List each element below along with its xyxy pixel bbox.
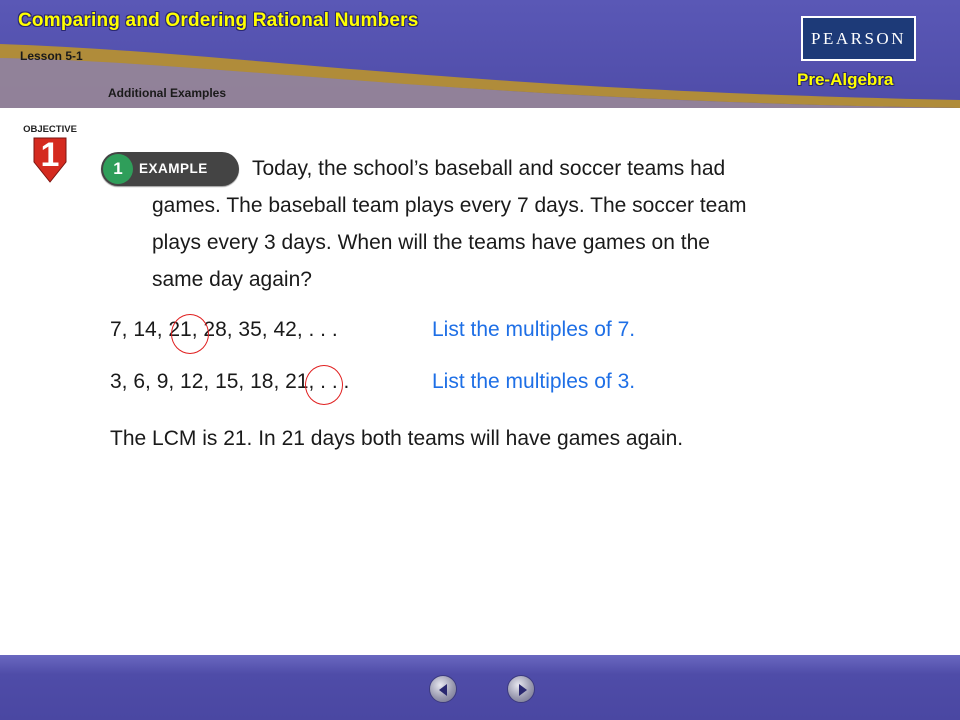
highlight-circle-21-row2 <box>305 365 343 405</box>
footer-band <box>0 655 960 720</box>
lesson-number: Lesson 5-1 <box>20 49 83 63</box>
course-name: Pre-Algebra <box>797 70 894 89</box>
pearson-logo <box>801 16 916 61</box>
section-label: Additional Examples <box>108 86 227 100</box>
multiples-of-7-sequence: 7, 14, 21, 28, 35, 42, . . . <box>110 318 338 341</box>
problem-statement <box>152 150 852 298</box>
multiples-of-7-row <box>110 318 930 348</box>
objective-label: OBJECTIVE <box>23 124 77 135</box>
lesson-title: Comparing and Ordering Rational Numbers <box>18 10 419 31</box>
previous-slide-button[interactable] <box>429 675 457 703</box>
multiples-of-3-note: List the multiples of 3. <box>432 370 636 393</box>
example-label: EXAMPLE <box>139 161 208 176</box>
brand-name: PEARSON <box>811 28 906 48</box>
objective-number: 1 <box>40 136 60 174</box>
multiples-of-3-row <box>110 370 930 400</box>
problem-line-1: Today, the school’s baseball and soccer teams had <box>252 157 726 180</box>
highlight-circle-21-row1 <box>171 314 209 354</box>
problem-line-4: same day again? <box>152 268 312 291</box>
prev-arrow-icon <box>430 676 458 704</box>
header-band <box>0 0 960 108</box>
next-arrow-icon <box>508 676 536 704</box>
multiples-of-7-note: List the multiples of 7. <box>432 318 636 341</box>
problem-line-3: plays every 3 days. When will the teams have games on the <box>152 231 710 254</box>
conclusion-text: The LCM is 21. In 21 days both teams will have games again. <box>110 427 684 450</box>
objective-badge <box>14 124 86 186</box>
problem-line-2: games. The baseball team plays every 7 days. The soccer team <box>152 194 747 217</box>
example-number: 1 <box>103 154 133 184</box>
multiples-of-3-sequence: 3, 6, 9, 12, 15, 18, 21, . . . <box>110 370 350 393</box>
next-slide-button[interactable] <box>507 675 535 703</box>
